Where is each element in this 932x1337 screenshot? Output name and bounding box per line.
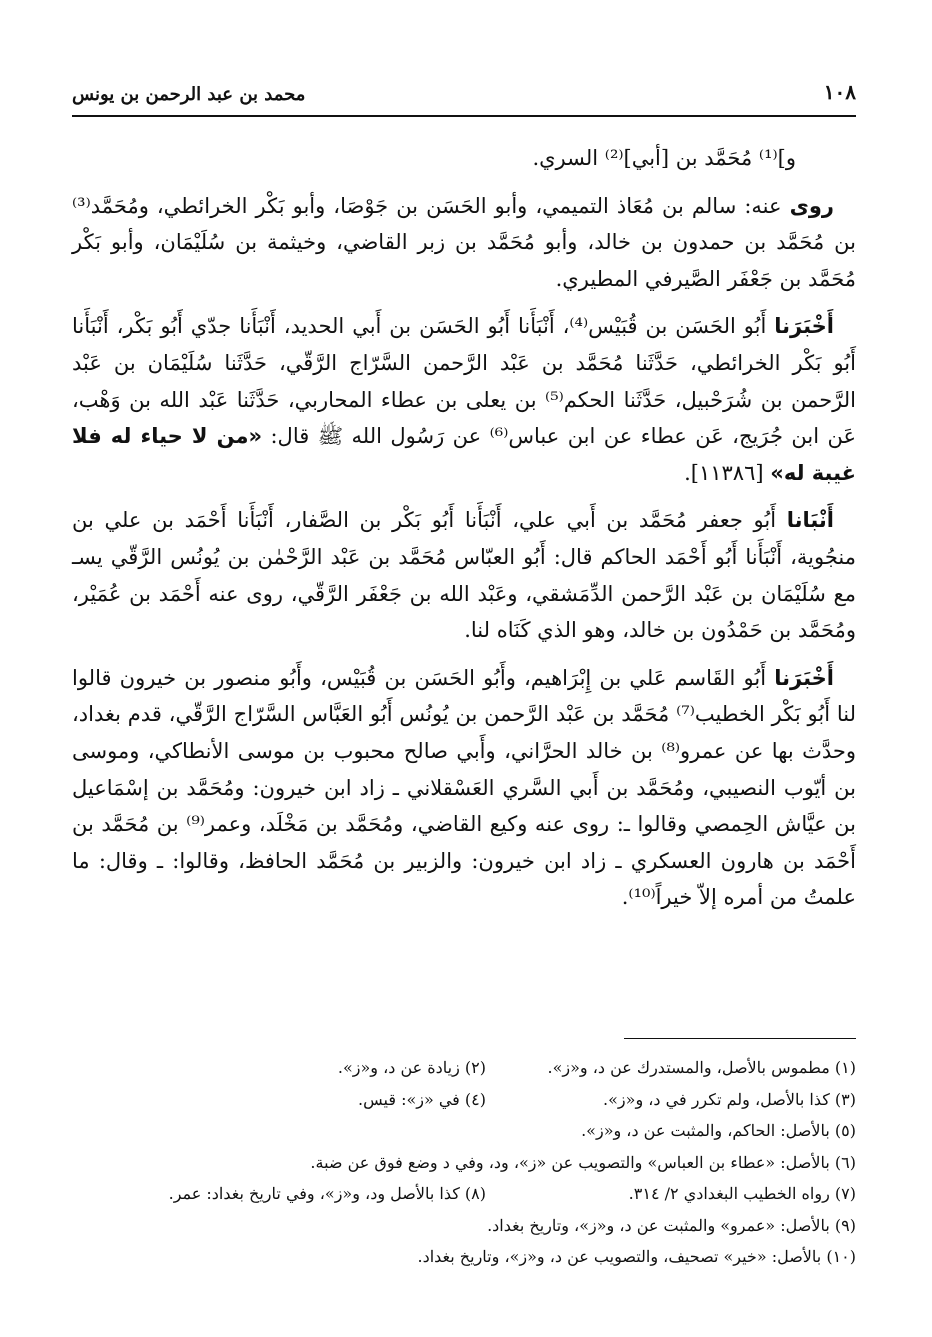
footnote-row [72, 1115, 856, 1147]
footnote-rule [624, 1038, 856, 1039]
running-title: محمد بن عبد الرحمن بن يونس [72, 84, 306, 105]
paragraph-5: أَخْبَرَنا أَبُو القَاسم عَلي بن إِبْرَاهيم، وأَبُو الحَسَن بن قُبَيْس، وأَبُو منصور بن خيرون قالوا لنا أَبُو بَكْر الخطيب⁽⁷⁾ مُحَمَّد بن عَبْد الرَّحمن بن يُونُس أَبُو العَبَّاس السَّرّاج الرَّقّي، قدم بغداد، وحدَّث بها عن عمرو⁽⁸⁾ بن خالد الحرَّاني، وأَبي صالح محبوب بن موسى الأنطاكي، وموسى بن أيّوب النصيبي، ومُحَمَّد بن أَبي السَّري العَسْقلاني ـ زاد ابن خيرون: ومُحَمَّد بن إسْمَاعيل بن عيَّاش الحِمصي وقالوا ـ: روى عنه وكيع القاضي، ومُحَمَّد بن مَخْلَد، وعمر⁽⁹⁾ بن مُحَمَّد بن أَحْمَد بن هارون العسكري ـ زاد ابن خيرون: والزبير بن مُحَمَّد الحافظ، وقالوا: ـ وقال: ما علمتُ من أمره إلاّ خيراً⁽¹⁰⁾. [72, 665, 857, 910]
paragraph-lead-word: أَخْبَرَنا [774, 314, 834, 339]
main-text [72, 140, 856, 927]
footnote-6: (٦) بالأصل: «عطاء بن العباس» والتصويب عن «ز»، ود، وفي د وضع فوق عن ضبة. [310, 1152, 856, 1172]
paragraph-3: أَخْبَرَنا أَبُو الحَسَن بن قُبَيْس⁽⁴⁾، أَنْبَأَنا أَبُو الحَسَن بن أَبي الحديد، أَنْبَأَنا جدّي أَبُو بَكْر، أَنْبَأَنا أَبُو بَكْر الخرائطي، حَدَّثَنا مُحَمَّد بن عَبْد الرَّحمن السَّرّاج الرَّقّي، حَدَّثَنا سُلَيْمَان بن عَبْد الرَّحمن بن شُرَحْبيل، حَدَّثَنا الحكم⁽⁵⁾ بن يعلى بن عطاء المحاربي، حَدَّثَنا عَبْد الله بن وَهْب، عَن ابن جُرَيج، عَن عطاء عن ابن عباس⁽⁶⁾ عن رَسُول الله ﷺ قال: «من لا حياء له فلا غيبة له» [١١٣٨٦]. [72, 314, 856, 485]
footnote-row [72, 1178, 856, 1210]
footnote-4: (٤) في «ز»: قيس. [358, 1089, 486, 1109]
paragraph-4: أَنْبَانا أَبُو جعفر مُحَمَّد بن أَبي علي، أَنْبَأَنا أَبُو بَكْر بن الصَّفار، أَنْبَأَنا أَحْمَد بن علي بن منجُوية، أَنْبَأَنا أَبُو أَحْمَد الحاكم قال: أَبُو العبّاس مُحَمَّد بن عَبْد الرَّحْمٰن بن يُونُس الرَّقّي يسـ مع سُلَيْمَان بن عَبْد الرَّحمن الدِّمَشقي، وعَبْد الله بن جَعْفَر الرَّقّي، روى عنه أَحْمَد بن عُمَيْر، ومُحَمَّد بن حَمْدُون بن خالد، وهو الذي كَنَاه لنا. [72, 508, 856, 643]
footnote-3: (٣) كذا بالأصل، ولم تكرر في د، و«ز». [603, 1089, 856, 1109]
paragraph-lead-word: روى [789, 193, 834, 218]
footnote-2: (٢) زيادة عن د، و«ز». [337, 1058, 486, 1077]
hadith-reference: [١١٣٨٦]. [684, 460, 764, 485]
footnote-5: (٥) بالأصل: الحاكم، والمثبت عن د، و«ز». [581, 1121, 856, 1140]
paragraph-lead-word: أَنْبَانا [786, 508, 834, 533]
footnote-10: (١٠) بالأصل: «خير» تصحيف، والتصويب عن د، و«ز»، وتاريخ بغداد. [417, 1247, 856, 1266]
page-header [72, 78, 856, 112]
footnote-row [72, 1052, 856, 1084]
header-rule [72, 115, 856, 117]
footnote-8: (٨) كذا بالأصل ود، و«ز»، وفي تاريخ بغداد: عمر. [168, 1184, 486, 1203]
footnote-9: (٩) بالأصل: «عمرو» والمثبت عن د، و«ز»، وتاريخ بغداد. [487, 1215, 856, 1235]
paragraph-1: و]⁽¹⁾ مُحَمَّد بن [أبي]⁽²⁾ السري. [532, 146, 796, 170]
paragraph-2: روى عنه: سالم بن مُعَاذ التميمي، وأبو الحَسَن بن جَوْصَا، وأبو بَكْر الخرائطي، ومُحَمَّد⁽³⁾ بن مُحَمَّد بن حمدون بن خالد، وأبو مُحَمَّد بن زبر القاضي، وخيثمة بن سُلَيْمَان، وأبو بَكْر مُحَمَّد بن جَعْفَر الصَّيرفي المطيري. [72, 193, 856, 291]
page-number: ١٠٨ [823, 80, 856, 104]
footnote-7: (٧) رواه الخطيب البغدادي ٢/ ٣١٤. [628, 1184, 856, 1203]
footnote-row [72, 1147, 856, 1179]
footnote-row [72, 1084, 856, 1116]
footnotes [72, 1052, 856, 1273]
footnote-row [72, 1241, 856, 1273]
footnote-row [72, 1210, 856, 1242]
hadith-quote: «من لا حياء له فلا غيبة له» [72, 424, 856, 485]
footnote-1: (١) مطموس بالأصل، والمستدرك عن د، و«ز». [547, 1058, 856, 1077]
paragraph-lead-word: أَخْبَرَنا [774, 665, 834, 690]
